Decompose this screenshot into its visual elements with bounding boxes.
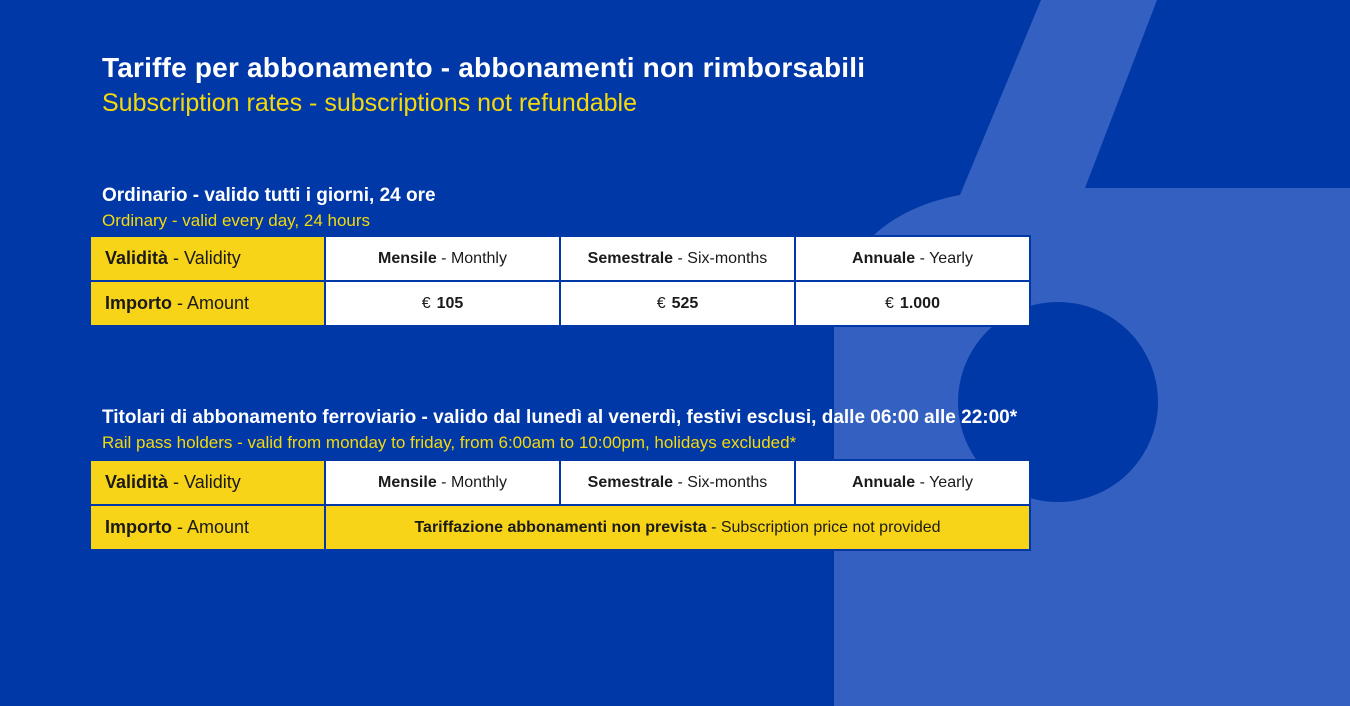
yearly-header-cell: Annuale - Yearly [795,460,1030,505]
page-subtitle: Subscription rates - subscriptions not refundable [102,89,638,117]
six-months-header-cell: Semestrale - Six-months [560,236,795,281]
table-row [90,236,1030,281]
monthly-header-cell: Mensile - Monthly [325,460,560,505]
page-title: Tariffe per abbonamento - abbonamenti non rimborsabili [102,52,866,83]
ordinary-rates-table [89,235,1031,327]
table-row [90,460,1030,505]
price-not-provided-note: Tariffazione abbonamenti non prevista - Subscription price not provided [325,505,1030,550]
validity-label-cell: Validità - Validity [90,236,325,281]
monthly-header-cell: Mensile - Monthly [325,236,560,281]
rail-section-subtitle: Rail pass holders - valid from monday to friday, from 6:00am to 10:00pm, holidays excluded* [102,433,797,452]
ordinary-section-title: Ordinario - valido tutti i giorni, 24 ore [102,185,436,206]
rail-rates-table [89,459,1031,551]
amount-label-cell: Importo - Amount [90,505,325,550]
amount-label-cell: Importo - Amount [90,281,325,326]
monthly-price-cell: € 105 [325,281,560,326]
ordinary-section-subtitle: Ordinary - valid every day, 24 hours [102,211,371,230]
six-months-price-cell: € 525 [560,281,795,326]
rail-section-title: Titolari di abbonamento ferroviario - valido dal lunedì al venerdì, festivi esclusi, dalle 06:00 alle 22:00* [102,407,1018,428]
yearly-price-cell: € 1.000 [795,281,1030,326]
table-row [90,281,1030,326]
table-row [90,505,1030,550]
yearly-header-cell: Annuale - Yearly [795,236,1030,281]
six-months-header-cell: Semestrale - Six-months [560,460,795,505]
validity-label-cell: Validità - Validity [90,460,325,505]
